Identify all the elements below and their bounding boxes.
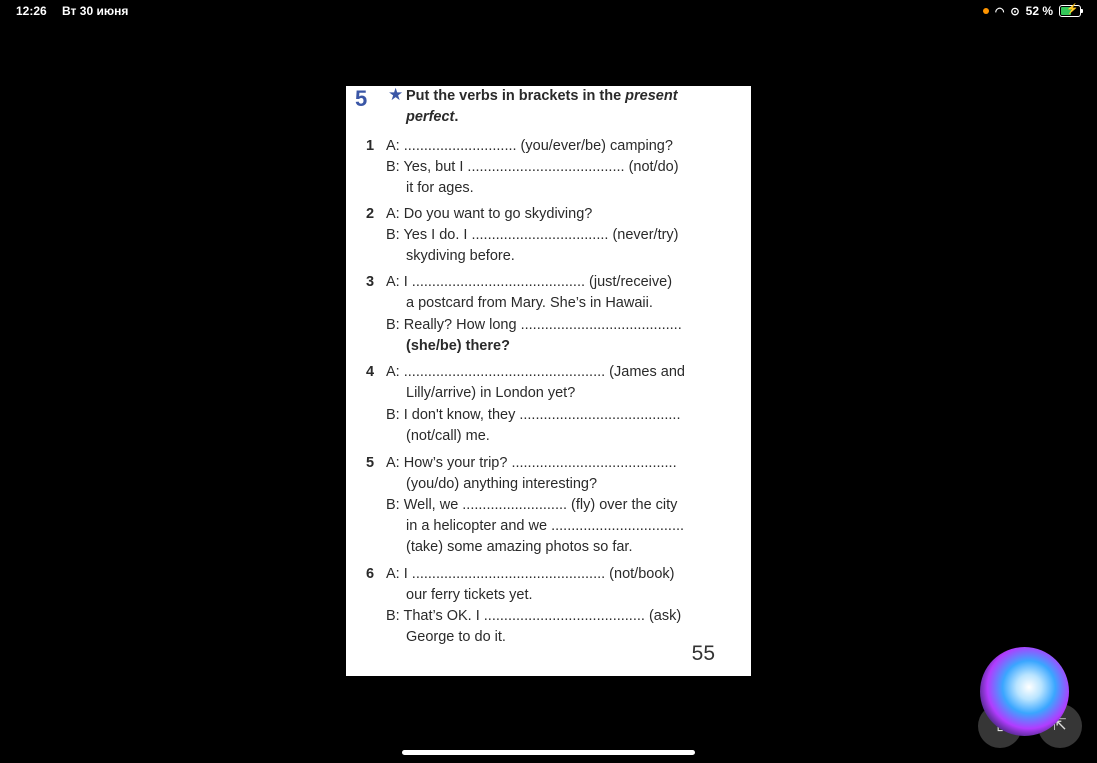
exercise-line: (she/be) there? (406, 338, 510, 354)
exercise-line: B: I don't know, they ........................................ (386, 407, 681, 423)
exercise-line: our ferry tickets yet. (406, 587, 533, 603)
exercise-line: in a helicopter and we ................................. (406, 518, 685, 534)
exercise-line: (not/call) me. (406, 428, 490, 444)
exercise-line: skydiving before. (406, 248, 515, 264)
wifi-icon: ◠ (994, 5, 1005, 18)
screenshot-crop-right-icon[interactable]: ⇱ (1038, 704, 1082, 748)
exercise-line: B: Well, we .......................... (fly) over the city (386, 497, 678, 513)
page-number: 55 (691, 642, 715, 665)
siri-orb-icon[interactable] (980, 647, 1069, 736)
exercise-line: (you/do) anything interesting? (406, 476, 598, 492)
exercise-line: A: Do you want to go skydiving? (386, 206, 593, 222)
status-left (16, 4, 140, 18)
exercise-line: B: Really? How long ........................................ (386, 317, 682, 333)
mic-indicator-icon (983, 8, 989, 14)
battery-percent: 52 % (1025, 4, 1053, 18)
question-number: 5 (366, 455, 375, 471)
home-indicator[interactable] (402, 750, 695, 755)
star-icon: ★ (388, 85, 404, 104)
exercise-line: it for ages. (406, 180, 474, 196)
exercise-line: (take) some amazing photos so far. (406, 539, 633, 555)
exercise-line: B: Yes I do. I .................................. (never/try) (386, 227, 679, 243)
exercise-line: George to do it. (406, 629, 506, 645)
exercise-line: Lilly/arrive) in London yet? (406, 385, 576, 401)
exercise-line: A: ............................ (you/ever/be) camping? (386, 138, 673, 154)
exercise-line: a postcard from Mary. She’s in Hawaii. (406, 295, 653, 311)
exercise-line: A: .................................................. (James and (386, 364, 685, 380)
status-bar (0, 0, 1097, 22)
question-number: 4 (366, 364, 375, 380)
question-number: 2 (366, 206, 375, 222)
battery-icon: ⚡ (1059, 5, 1081, 17)
date: Вт 30 июня (62, 4, 129, 18)
exercise-line: B: Yes, but I ....................................... (not/do) (386, 159, 679, 175)
exercise-line: A: I ................................................ (not/book) (386, 566, 675, 582)
orientation-lock-icon: ⊙ (1010, 5, 1020, 18)
question-number: 6 (366, 566, 375, 582)
textbook-page (346, 86, 751, 676)
status-right (983, 4, 1081, 18)
exercise-title: Put the verbs in brackets in the present perfect. (406, 88, 678, 125)
exercise-line: B: That’s OK. I ........................................ (ask) (386, 608, 682, 624)
exercise-number: 5 (355, 86, 368, 111)
clock: 12:26 (16, 4, 47, 18)
question-number: 1 (366, 138, 375, 154)
question-number: 3 (366, 274, 375, 290)
exercise-line: A: I ........................................... (just/receive) (386, 274, 673, 290)
exercise-line: A: How’s your trip? ......................................... (386, 455, 677, 471)
